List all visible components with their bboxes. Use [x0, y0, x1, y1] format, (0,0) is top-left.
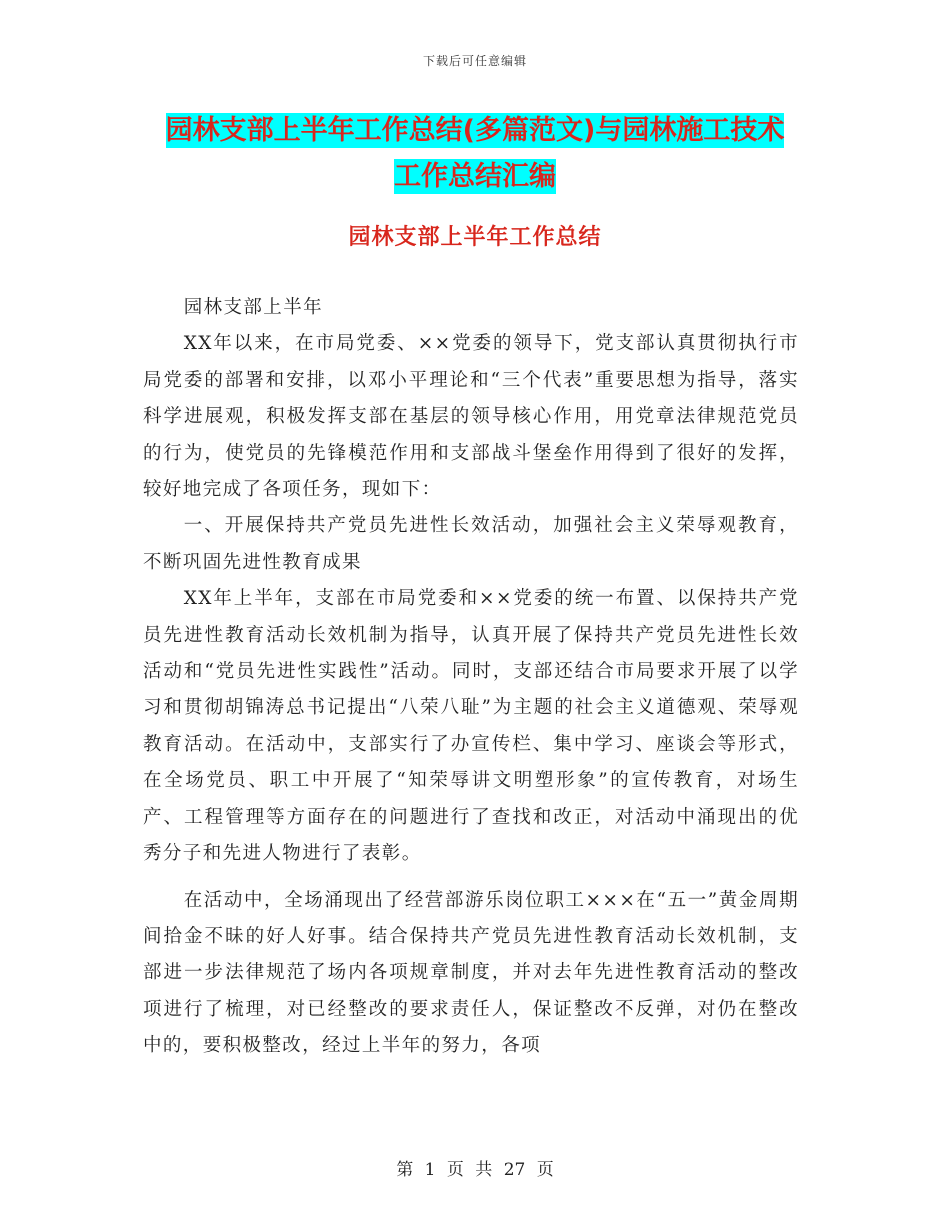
paragraph: XX年上半年，支部在市局党委和××党委的统一布置、以保持共产党员先进性教育活动长效机制为指导，认真开展了保持共产党员先进性长效活动和“党员先进性实践性”活动。同时，支部还结合市局要求开展了以学习和贯彻胡锦涛总书记提出“八荣八耻”为主题的社会主义道德观、荣辱观教育活动。在活动中，支部实行了办宣传栏、集中学习、座谈会等形式，在全场党员、职工中开展了“知荣辱讲文明塑形象”的宣传教育，对场生产、工程管理等方面存在的问题进行了查找和改正，对活动中涌现出的优秀分子和先进人物进行了表彰。	[143, 588, 799, 865]
document-title	[100, 108, 850, 200]
page-footer: 第 1 页 共 27 页	[396, 1160, 554, 1180]
section-title: 园林支部上半年工作总结	[348, 225, 602, 250]
document-body	[143, 290, 799, 1065]
document-title-line-2: 工作总结汇编	[394, 161, 556, 192]
paragraph: XX年以来，在市局党委、××党委的领导下，党支部认真贯彻执行市局党委的部署和安排，以邓小平理论和“三个代表”重要思想为指导，落实科学进展观，积极发挥支部在基层的领导核心作用，用党章法律规范党员的行为，使党员的先锋模范作用和支部战斗堡垒作用得到了很好的发挥，较好地完成了各项任务，现如下：	[143, 333, 799, 501]
header-note: 下载后可任意编辑	[422, 54, 527, 68]
paragraph: 园林支部上半年	[183, 297, 323, 318]
paragraph: 一、开展保持共产党员先进性长效活动，加强社会主义荣辱观教育，不断巩固先进性教育成果	[143, 515, 799, 573]
paragraph: 在活动中，全场涌现出了经营部游乐岗位职工×××在“五一”黄金周期间拾金不昧的好人好事。结合保持共产党员先进性教育活动长效机制，支部进一步法律规范了场内各项规章制度，并对去年先进性教育活动的整改项进行了梳理，对已经整改的要求责任人，保证整改不反弹，对仍在整改中的，要积极整改，经过上半年的努力，各项	[143, 889, 799, 1057]
document-title-line-1: 园林支部上半年工作总结(多篇范文)与园林施工技术	[165, 115, 785, 146]
